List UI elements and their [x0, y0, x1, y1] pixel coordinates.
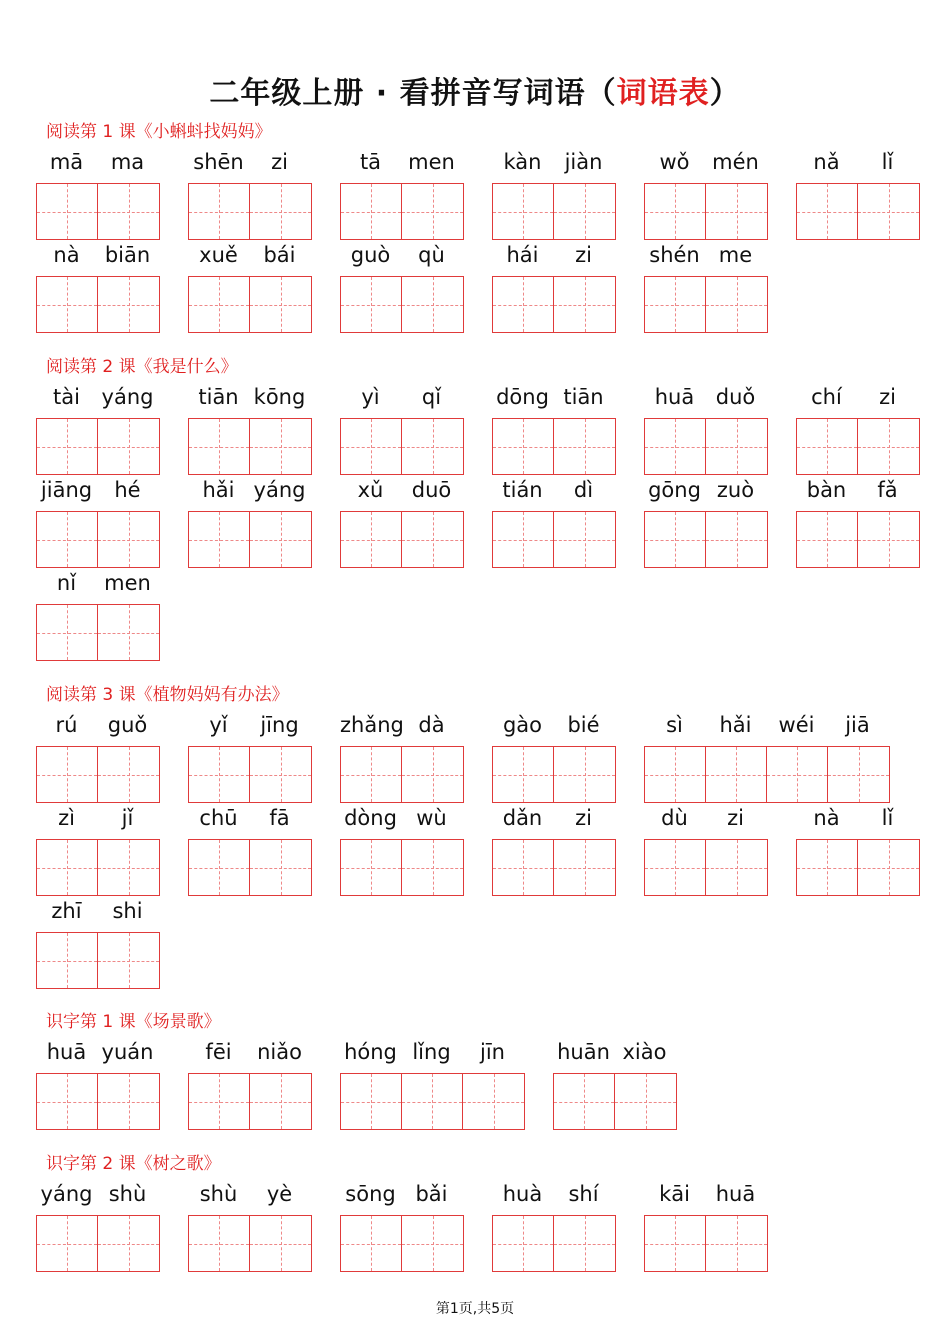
pinyin-syllable: dǎn [502, 806, 543, 830]
tianzige-cell[interactable] [645, 840, 706, 895]
tianzige-cell[interactable] [645, 184, 706, 239]
tianzige-cell[interactable] [341, 747, 402, 802]
lesson-heading: 阅读第 1 课《小蝌蚪找妈妈》 [46, 122, 272, 142]
tianzige-cell[interactable] [250, 184, 311, 239]
writing-grid [492, 418, 616, 475]
pinyin-syllable: zhī [51, 899, 82, 923]
pinyin-syllable: jiā [845, 713, 870, 737]
tianzige-cell[interactable] [706, 419, 767, 474]
tianzige-cell[interactable] [645, 277, 706, 332]
pinyin-syllable: dòng [344, 806, 397, 830]
tianzige-cell[interactable] [37, 840, 98, 895]
writing-grid [188, 276, 312, 333]
pinyin-syllable: shi [112, 899, 143, 923]
pinyin-syllable: shén [649, 243, 700, 267]
writing-grid [644, 839, 768, 896]
tianzige-cell[interactable] [341, 840, 402, 895]
writing-grid [188, 1073, 312, 1130]
tianzige-cell[interactable] [767, 747, 828, 802]
tianzige-cell[interactable] [706, 747, 767, 802]
writing-grid [340, 1215, 464, 1272]
tianzige-cell[interactable] [189, 277, 250, 332]
writing-grid [188, 746, 312, 803]
tianzige-cell[interactable] [189, 840, 250, 895]
title-highlight: 词语表 [616, 76, 710, 111]
pinyin-syllable: hǎi [719, 713, 752, 737]
pinyin-syllable: zi [575, 806, 592, 830]
writing-grid [340, 418, 464, 475]
tianzige-cell[interactable] [402, 277, 463, 332]
tianzige-cell[interactable] [493, 840, 554, 895]
pinyin-syllable: mā [49, 150, 84, 174]
tianzige-cell[interactable] [189, 419, 250, 474]
tianzige-cell[interactable] [98, 277, 159, 332]
pinyin-syllable: yáng [101, 385, 154, 409]
pinyin-syllable: nà [813, 806, 840, 830]
tianzige-cell[interactable] [493, 512, 554, 567]
writing-grid [644, 276, 768, 333]
writing-grid [36, 839, 160, 896]
tianzige-cell[interactable] [250, 277, 311, 332]
pinyin-syllable: tā [359, 150, 382, 174]
pinyin-syllable: yè [266, 1182, 293, 1206]
pinyin-syllable: me [718, 243, 753, 267]
writing-grid [796, 418, 920, 475]
tianzige-cell[interactable] [554, 512, 615, 567]
pinyin-syllable: zi [727, 806, 744, 830]
pinyin-syllable: tián [502, 478, 543, 502]
tianzige-cell[interactable] [645, 419, 706, 474]
writing-grid [644, 746, 890, 803]
pinyin-syllable: gào [502, 713, 543, 737]
tianzige-cell[interactable] [37, 1216, 98, 1271]
pinyin-syllable: fēi [205, 1040, 232, 1064]
writing-grid [340, 276, 464, 333]
pinyin-syllable: fǎ [877, 478, 898, 502]
page-footer: 第1页,共5页 [435, 1301, 515, 1317]
pinyin-syllable: gōng [648, 478, 701, 502]
tianzige-cell[interactable] [250, 840, 311, 895]
tianzige-cell[interactable] [98, 933, 159, 988]
pinyin-syllable: bái [263, 243, 296, 267]
pinyin-syllable: xiào [622, 1040, 667, 1064]
tianzige-cell[interactable] [645, 512, 706, 567]
tianzige-cell[interactable] [554, 419, 615, 474]
writing-grid [492, 746, 616, 803]
writing-grid [36, 746, 160, 803]
tianzige-cell[interactable] [37, 605, 98, 660]
tianzige-cell[interactable] [37, 184, 98, 239]
tianzige-cell[interactable] [402, 747, 463, 802]
tianzige-cell[interactable] [98, 1074, 159, 1129]
tianzige-cell[interactable] [797, 184, 858, 239]
pinyin-syllable: qǐ [421, 385, 442, 409]
pinyin-syllable: huā [654, 385, 695, 409]
pinyin-syllable: jīng [260, 713, 299, 737]
pinyin-syllable: sì [666, 713, 683, 737]
pinyin-syllable: nǐ [56, 571, 77, 595]
pinyin-syllable: huā [46, 1040, 87, 1064]
tianzige-cell[interactable] [554, 840, 615, 895]
pinyin-syllable: nǎ [813, 150, 840, 174]
tianzige-cell[interactable] [341, 1216, 402, 1271]
pinyin-syllable: yáng [253, 478, 306, 502]
writing-grid [492, 1215, 616, 1272]
tianzige-cell[interactable] [706, 840, 767, 895]
writing-grid [492, 276, 616, 333]
pinyin-syllable: yuán [101, 1040, 154, 1064]
pinyin-syllable: huā [715, 1182, 756, 1206]
pinyin-syllable: shēn [193, 150, 244, 174]
pinyin-syllable: kōng [253, 385, 306, 409]
pinyin-syllable: niǎo [257, 1040, 302, 1064]
pinyin-syllable: tiān [198, 385, 239, 409]
writing-grid [36, 418, 160, 475]
pinyin-syllable: nà [53, 243, 80, 267]
writing-grid [36, 511, 160, 568]
tianzige-cell[interactable] [554, 1074, 615, 1129]
writing-grid [36, 1073, 160, 1130]
pinyin-syllable: zì [58, 806, 75, 830]
lesson-heading: 识字第 1 课《场景歌》 [46, 1012, 221, 1032]
tianzige-cell[interactable] [341, 1074, 402, 1129]
pinyin-syllable: ma [110, 150, 145, 174]
writing-grid [796, 511, 920, 568]
tianzige-cell[interactable] [250, 747, 311, 802]
lesson-heading: 阅读第 2 课《我是什么》 [46, 357, 238, 377]
pinyin-syllable: zi [271, 150, 288, 174]
writing-grid [644, 418, 768, 475]
tianzige-cell[interactable] [706, 277, 767, 332]
pinyin-syllable: lǐng [412, 1040, 451, 1064]
tianzige-cell[interactable] [402, 1216, 463, 1271]
pinyin-syllable: guǒ [107, 713, 148, 737]
tianzige-cell[interactable] [493, 184, 554, 239]
tianzige-cell[interactable] [493, 277, 554, 332]
pinyin-syllable: dì [573, 478, 594, 502]
pinyin-syllable: tiān [563, 385, 604, 409]
pinyin-syllable: hái [506, 243, 539, 267]
lesson-heading: 识字第 2 课《树之歌》 [46, 1154, 221, 1174]
writing-grid [796, 183, 920, 240]
tianzige-cell[interactable] [189, 184, 250, 239]
writing-grid [644, 511, 768, 568]
pinyin-syllable: jiāng [40, 478, 93, 502]
pinyin-syllable: zhǎng [340, 713, 404, 737]
pinyin-syllable: jīn [480, 1040, 505, 1064]
writing-grid [644, 1215, 768, 1272]
tianzige-cell[interactable] [645, 1216, 706, 1271]
pinyin-syllable: qù [418, 243, 445, 267]
tianzige-cell[interactable] [98, 747, 159, 802]
lesson-heading: 阅读第 3 课《植物妈妈有办法》 [46, 685, 289, 705]
pinyin-syllable: shù [108, 1182, 147, 1206]
pinyin-syllable: wéi [778, 713, 815, 737]
writing-grid [36, 932, 160, 989]
tianzige-cell[interactable] [493, 1216, 554, 1271]
tianzige-cell[interactable] [797, 840, 858, 895]
pinyin-syllable: chí [811, 385, 842, 409]
pinyin-syllable: tài [53, 385, 80, 409]
tianzige-cell[interactable] [858, 840, 919, 895]
writing-grid [36, 604, 160, 661]
tianzige-cell[interactable] [250, 1216, 311, 1271]
tianzige-cell[interactable] [37, 1074, 98, 1129]
writing-grid [340, 839, 464, 896]
tianzige-cell[interactable] [706, 1216, 767, 1271]
writing-grid [340, 1073, 525, 1130]
tianzige-cell[interactable] [37, 277, 98, 332]
tianzige-cell[interactable] [858, 512, 919, 567]
title-main: 二年级上册 · 看拼音写词语（ [209, 76, 617, 111]
tianzige-cell[interactable] [554, 1216, 615, 1271]
pinyin-syllable: dà [418, 713, 445, 737]
writing-grid [36, 1215, 160, 1272]
tianzige-cell[interactable] [554, 747, 615, 802]
tianzige-cell[interactable] [189, 1074, 250, 1129]
tianzige-cell[interactable] [37, 933, 98, 988]
tianzige-cell[interactable] [615, 1074, 676, 1129]
tianzige-cell[interactable] [250, 512, 311, 567]
tianzige-cell[interactable] [463, 1074, 524, 1129]
pinyin-syllable: guò [350, 243, 391, 267]
tianzige-cell[interactable] [858, 419, 919, 474]
pinyin-syllable: xuě [199, 243, 238, 267]
tianzige-cell[interactable] [828, 747, 889, 802]
pinyin-syllable: lǐ [881, 806, 894, 830]
pinyin-syllable: bàn [806, 478, 847, 502]
pinyin-syllable: zuò [716, 478, 755, 502]
writing-grid [188, 418, 312, 475]
pinyin-syllable: men [408, 150, 455, 174]
tianzige-cell[interactable] [189, 512, 250, 567]
pinyin-syllable: sōng [345, 1182, 396, 1206]
tianzige-cell[interactable] [858, 184, 919, 239]
tianzige-cell[interactable] [797, 512, 858, 567]
pinyin-syllable: lǐ [881, 150, 894, 174]
pinyin-syllable: wǒ [659, 150, 690, 174]
pinyin-syllable: hóng [344, 1040, 397, 1064]
pinyin-syllable: dōng [496, 385, 549, 409]
pinyin-syllable: shí [568, 1182, 599, 1206]
tianzige-cell[interactable] [98, 1216, 159, 1271]
tianzige-cell[interactable] [98, 605, 159, 660]
pinyin-syllable: zi [879, 385, 896, 409]
pinyin-syllable: duō [411, 478, 452, 502]
tianzige-cell[interactable] [706, 184, 767, 239]
tianzige-cell[interactable] [402, 419, 463, 474]
writing-grid [492, 183, 616, 240]
tianzige-cell[interactable] [341, 184, 402, 239]
pinyin-syllable: bié [567, 713, 600, 737]
pinyin-syllable: kàn [503, 150, 542, 174]
tianzige-cell[interactable] [402, 840, 463, 895]
pinyin-syllable: shù [199, 1182, 238, 1206]
pinyin-syllable: zi [575, 243, 592, 267]
tianzige-cell[interactable] [493, 747, 554, 802]
tianzige-cell[interactable] [37, 747, 98, 802]
tianzige-cell[interactable] [645, 747, 706, 802]
pinyin-syllable: yáng [40, 1182, 93, 1206]
writing-grid [492, 839, 616, 896]
tianzige-cell[interactable] [98, 184, 159, 239]
tianzige-cell[interactable] [98, 419, 159, 474]
writing-grid [553, 1073, 677, 1130]
tianzige-cell[interactable] [189, 1216, 250, 1271]
pinyin-syllable: men [104, 571, 151, 595]
pinyin-syllable: huān [557, 1040, 610, 1064]
writing-grid [796, 839, 920, 896]
tianzige-cell[interactable] [797, 419, 858, 474]
tianzige-cell[interactable] [341, 512, 402, 567]
pinyin-syllable: xǔ [357, 478, 384, 502]
writing-grid [340, 746, 464, 803]
pinyin-syllable: jiàn [564, 150, 603, 174]
tianzige-cell[interactable] [98, 840, 159, 895]
tianzige-cell[interactable] [250, 419, 311, 474]
tianzige-cell[interactable] [250, 1074, 311, 1129]
pinyin-syllable: fā [269, 806, 290, 830]
pinyin-syllable: dù [661, 806, 688, 830]
tianzige-cell[interactable] [554, 184, 615, 239]
tianzige-cell[interactable] [189, 747, 250, 802]
pinyin-syllable: rú [55, 713, 78, 737]
pinyin-syllable: hé [114, 478, 141, 502]
pinyin-syllable: yǐ [209, 713, 228, 737]
pinyin-syllable: bǎi [415, 1182, 448, 1206]
writing-grid [188, 1215, 312, 1272]
writing-grid [188, 183, 312, 240]
pinyin-syllable: yì [361, 385, 380, 409]
tianzige-cell[interactable] [98, 512, 159, 567]
pinyin-syllable: duǒ [715, 385, 756, 409]
pinyin-syllable: kāi [659, 1182, 690, 1206]
writing-grid [492, 511, 616, 568]
writing-grid [36, 276, 160, 333]
writing-grid [340, 183, 464, 240]
page-title [0, 68, 950, 112]
pinyin-syllable: mén [712, 150, 759, 174]
tianzige-cell[interactable] [706, 512, 767, 567]
tianzige-cell[interactable] [37, 512, 98, 567]
title-end: ） [709, 76, 741, 111]
writing-grid [188, 511, 312, 568]
tianzige-cell[interactable] [493, 419, 554, 474]
tianzige-cell[interactable] [402, 184, 463, 239]
pinyin-syllable: hǎi [202, 478, 235, 502]
tianzige-cell[interactable] [554, 277, 615, 332]
pinyin-syllable: biān [104, 243, 151, 267]
writing-grid [188, 839, 312, 896]
writing-grid [340, 511, 464, 568]
tianzige-cell[interactable] [341, 419, 402, 474]
pinyin-syllable: jǐ [121, 806, 134, 830]
writing-grid [644, 183, 768, 240]
tianzige-cell[interactable] [402, 1074, 463, 1129]
pinyin-syllable: huà [502, 1182, 543, 1206]
tianzige-cell[interactable] [341, 277, 402, 332]
pinyin-syllable: wù [416, 806, 447, 830]
pinyin-syllable: chū [199, 806, 238, 830]
tianzige-cell[interactable] [37, 419, 98, 474]
writing-grid [36, 183, 160, 240]
tianzige-cell[interactable] [402, 512, 463, 567]
